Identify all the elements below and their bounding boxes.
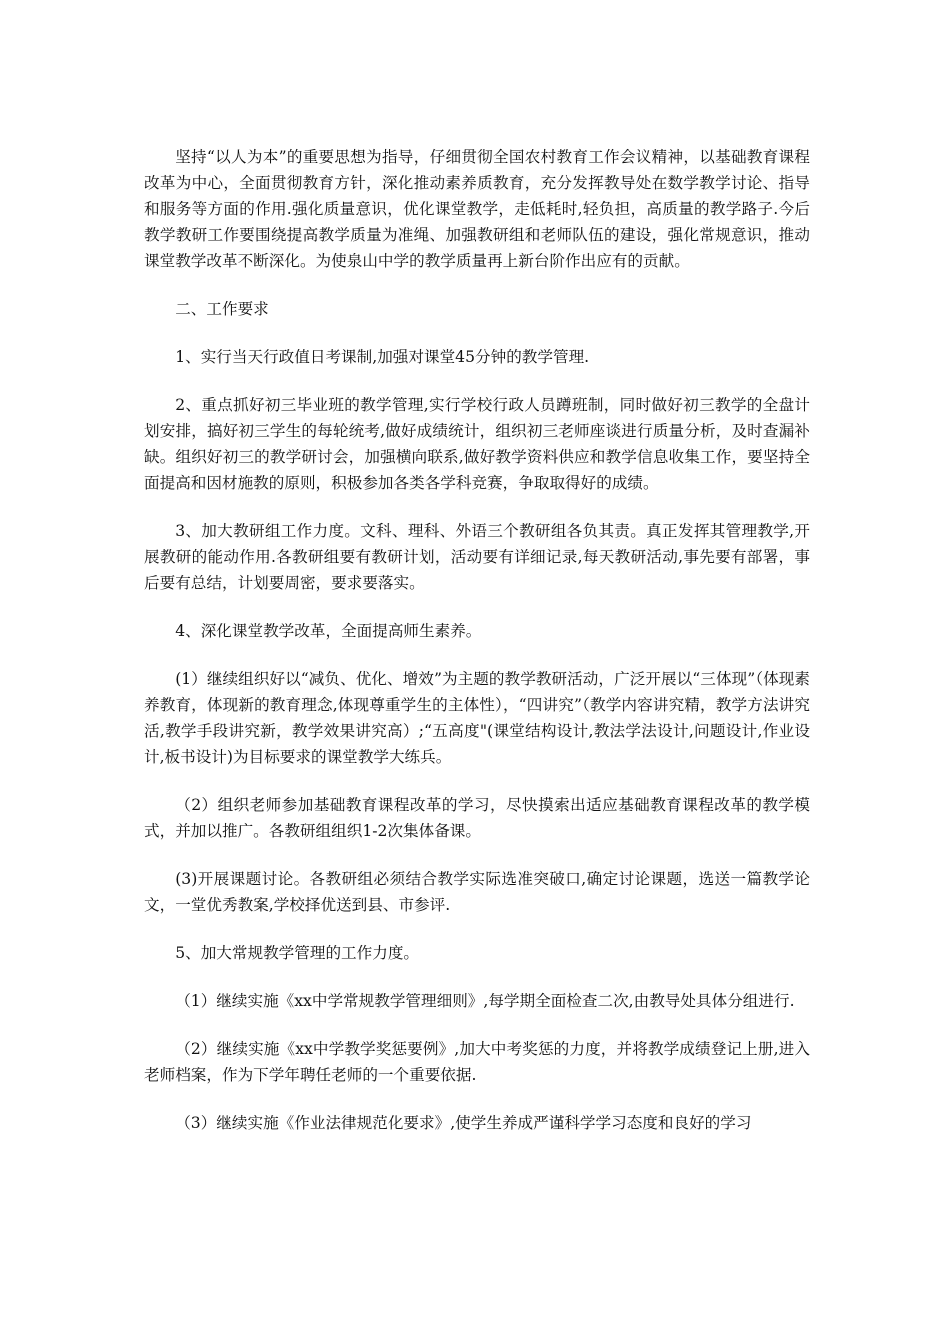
requirement-4-item-1: (1）继续组织好以“减负、优化、增效”为主题的教学教研活动，广泛开展以“三体现”（体现素养教育，体现新的教育理念,体现尊重学生的主体性），“四讲究”（教学内容讲究精，教学方法讲究活,教学手段讲究新，教学效果讲究高）;“五高度"(课堂结构设计,教法学法设计,问题设计,作业设计,板书设计)为目标要求的课堂教学大练兵。 <box>144 670 810 766</box>
document-page <box>144 144 810 1158</box>
requirement-2: 2、重点抓好初三毕业班的教学管理,实行学校行政人员蹲班制，同时做好初三教学的全盘计划安排，搞好初三学生的每轮统考,做好成绩统计，组织初三老师座谈进行质量分析，及时查漏补缺。组织好初三的教学研讨会，加强横向联系,做好教学资料供应和教学信息收集工作，要坚持全面提高和因材施教的原则，积极参加各类各学科竞赛，争取取得好的成绩。 <box>144 396 810 492</box>
requirement-1: 1、实行当天行政值日考课制,加强对课堂45分钟的教学管理. <box>175 348 590 366</box>
requirement-5-item-2: （2）继续实施《xx中学教学奖惩要例》,加大中考奖惩的力度，并将教学成绩登记上册,进入老师档案，作为下学年聘任老师的一个重要依据. <box>144 1040 810 1084</box>
requirement-3: 3、加大教研组工作力度。文科、理科、外语三个教研组各负其责。真正发挥其管理教学,开展教研的能动作用.各教研组要有教研计划，活动要有详细记录,每天教研活动,事先要有部署，事后要有总结，计划要周密，要求要落实。 <box>144 522 810 592</box>
section-heading-work-requirements: 二、工作要求 <box>175 300 269 318</box>
requirement-4-item-3: (3)开展课题讨论。各教研组必须结合教学实际选准突破口,确定讨论课题，选送一篇教学论文，一堂优秀教案,学校择优送到县、市参评. <box>144 870 810 914</box>
requirement-4-item-2: （2）组织老师参加基础教育课程改革的学习，尽快摸索出适应基础教育课程改革的教学模式，并加以推广。各教研组组织1-2次集体备课。 <box>144 796 810 840</box>
intro-paragraph: 坚持“以人为本”的重要思想为指导，仔细贯彻全国农村教育工作会议精神，以基础教育课程改革为中心，全面贯彻教育方针，深化推动素养质教育，充分发挥教导处在数学教学讨论、指导和服务等方面的作用.强化质量意识，优化课堂教学，走低耗时,轻负担，高质量的教学路子.今后教学教研工作要围绕提高教学质量为准绳、加强教研组和老师队伍的建设，强化常规意识，推动课堂教学改革不断深化。为使泉山中学的教学质量再上新台阶作出应有的贡献。 <box>144 148 810 270</box>
requirement-5-item-3: （3）继续实施《作业法律规范化要求》,使学生养成严谨科学学习态度和良好的学习 <box>175 1114 752 1132</box>
requirement-5-item-1: （1）继续实施《xx中学常规教学管理细则》,每学期全面检查二次,由教导处具体分组进行. <box>175 992 795 1010</box>
requirement-4: 4、深化课堂教学改革，全面提高师生素养。 <box>175 622 482 640</box>
requirement-5: 5、加大常规教学管理的工作力度。 <box>175 944 420 962</box>
